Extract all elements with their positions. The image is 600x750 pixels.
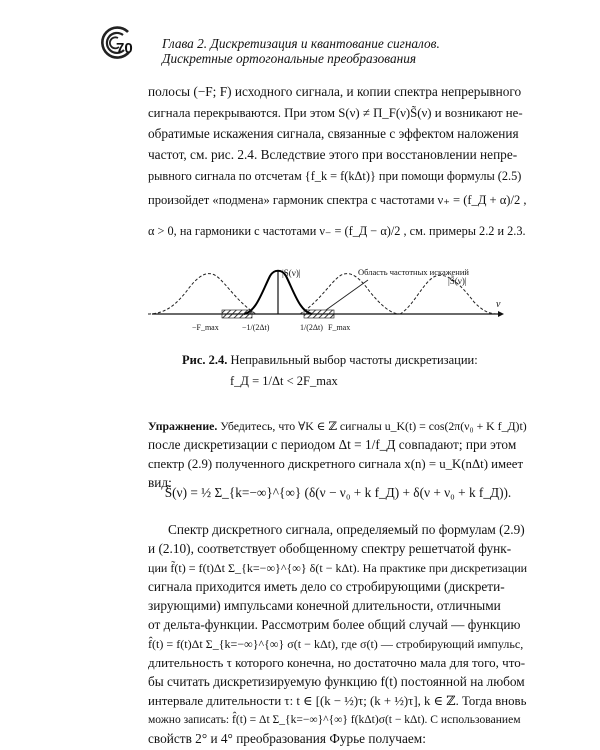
distortion-callout-label: Область частотных искажений [358,267,469,277]
axis-arrow-icon [498,311,504,317]
figure-caption [182,351,478,369]
tick-label-pos-half: 1/(2Δt) [300,323,323,332]
distortion-region-left [222,310,252,318]
text-line: бы считать дискретизируемую функцию f(t) постоянной на любом [148,674,525,689]
axis-label-nu: ν [496,299,501,310]
text-line: свойств 2° и 4° преобразования Фурье получаем: [148,731,426,746]
spectrum-copy-left [148,274,256,314]
text-line: можно записать: f̂(t) = Δt Σ_{k=−∞}^{∞} f(kΔt)σ(t − kΔt). С использованием [148,714,521,726]
text-line: сигнала перекрываются. При этом S(ν) ≠ Π_F(ν)S̃(ν) и возникают не- [148,106,523,120]
text-line: произойдет «подмена» гармоник спектра с частотами ν₊ = (f_Д + α)/2 , [148,193,527,207]
figure-caption-label: Рис. 2.4. [182,353,228,367]
exercise-line: после дискретизации с периодом Δt = 1/f_Д совпадают; при этом [148,437,517,452]
tick-label-neg-fmax: −F_max [192,323,219,332]
text-line: длительность τ которого конечна, но достаточно мала для того, что- [148,655,526,670]
figure-caption-text: Неправильный выбор частоты дискретизации: [230,353,478,367]
exercise-line: спектр (2.9) полученного дискретного сигнала x(n) = u_K(nΔt) имеет [148,457,524,471]
text-line: частот, см. рис. 2.4. Вследствие этого при восстановлении непре- [148,147,518,162]
text-line: обратимые искажения сигнала, связанные с эффектом наложения [148,126,519,141]
spectrum-copy-right [300,274,400,314]
exercise-formula: S̃(ν) = ½ Σ_{k=−∞}^{∞} (δ(ν − ν₀ + k f_Д) + δ(ν + ν₀ + k f_Д)). [164,485,512,500]
text-line: зирующими) импульсами конечной длительности, отличными [148,598,501,613]
text-line: от дельта-функции. Рассмотрим более общий случай — функцию [148,617,521,632]
spectrum-label-s-tilde: |S̃(ν)| [448,276,467,286]
text-line: рывного сигнала по отсчетам {f_k = f(kΔt)} при помощи формулы (2.5) [148,169,522,183]
running-header [162,36,522,66]
exercise-title: Упражнение. [148,419,218,433]
text-line: сигнала приходится иметь дело со стробирующими (дискрети- [148,579,505,594]
exercise-line [148,417,527,435]
exercise-line: вид: [148,475,172,490]
text-line: интервале длительности τ: t ∈ [(k − ½)τ; (k + ½)τ], k ∈ ℤ. Тогда вновь [148,694,527,708]
aliasing-spectrum-figure [148,262,518,338]
distortion-callout-line [326,280,368,310]
distortion-region-right [304,310,334,318]
text-line: полосы (−F; F) исходного сигнала, и копии спектра непрерывного [148,84,522,99]
tick-label-pos-fmax: F_max [328,323,351,332]
text-line: ции f̃(t) = f(t)Δt Σ_{k=−∞}^{∞} δ(t − kΔt). На практике при дискретизации [148,561,528,575]
running-header-line: Дискретные ортогональные преобразования [162,51,417,66]
running-header-line: Глава 2. Дискретизация и квантование сигналов. [162,36,440,51]
text-line: f̂(t) = f(t)Δt Σ_{k=−∞}^{∞} σ(t − kΔt), где σ(t) — стробирующий импульс, [148,637,524,651]
figure-caption-formula: f_Д = 1/Δt < 2F_max [230,374,338,388]
exercise-line-text: Убедитесь, что ∀K ∈ ℤ сигналы u_K(t) = cos(2π(ν₀ + K f_Д)t) [220,419,527,433]
text-line: Спектр дискретного сигнала, определяемый по формулам (2.9) [168,522,525,537]
page-number: 70 [116,40,133,57]
text-line: α > 0, на гармоники с частотами ν₋ = (f_Д − α)/2 , см. примеры 2.2 и 2.3. [148,224,526,238]
tick-label-neg-half: −1/(2Δt) [242,323,270,332]
text-line: и (2.10), соответствует обобщенному спектру решетчатой функ- [148,541,512,556]
spectrum-label-s: |S(ν)| [282,268,301,278]
